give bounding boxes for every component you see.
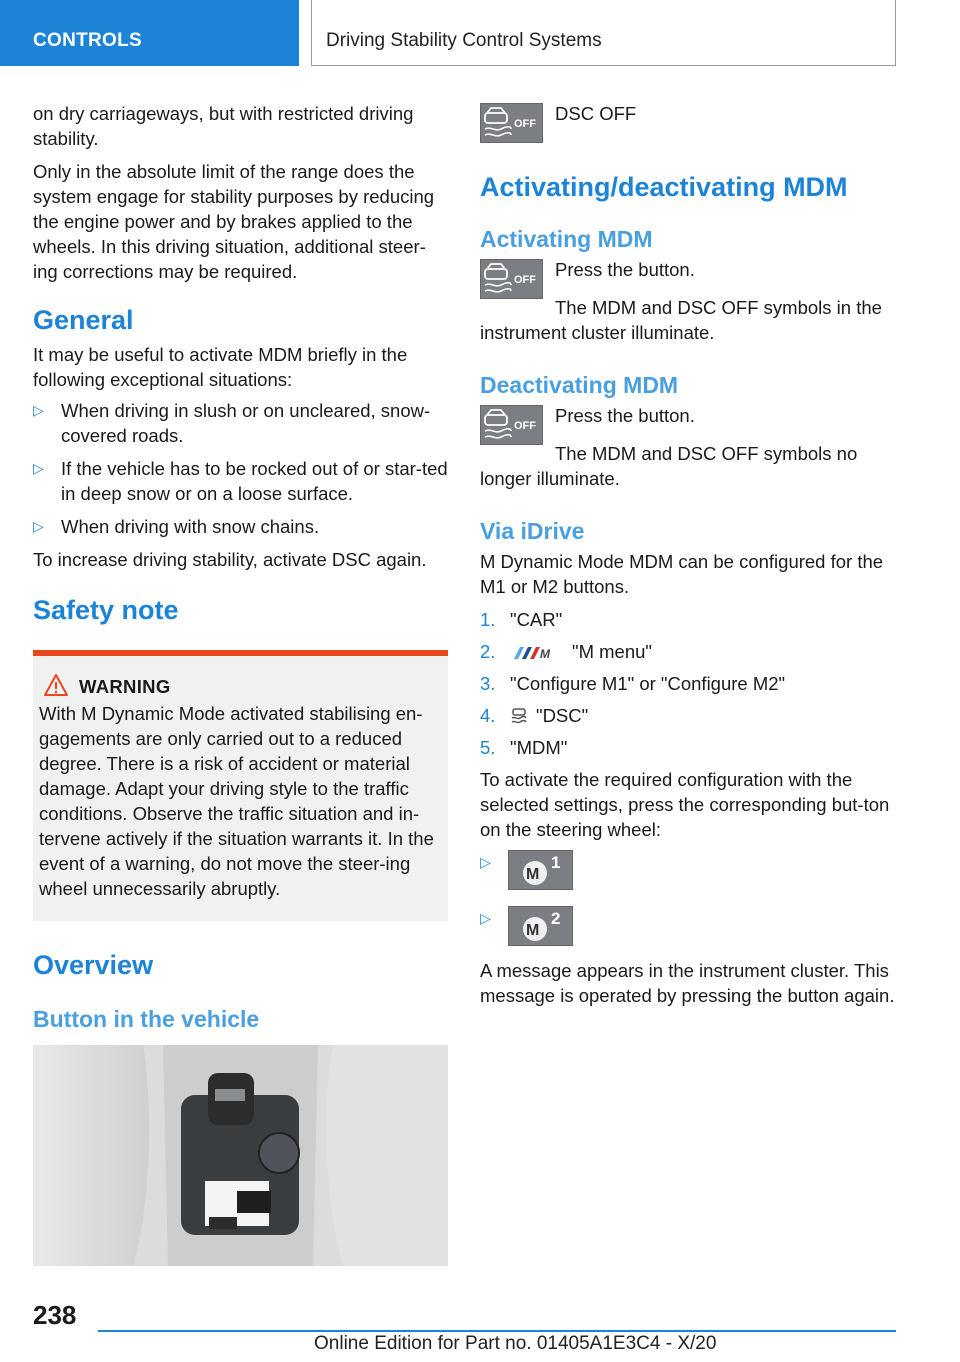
- list-item: [480, 850, 898, 894]
- overview-heading: Overview: [33, 950, 154, 980]
- activating-row: [480, 257, 898, 297]
- m2-button-icon: [508, 906, 573, 946]
- svg-text:1: 1: [551, 853, 561, 872]
- footer-edition: Online Edition for Part no. 01405A1E3C4 - X/20: [314, 1333, 717, 1354]
- activating-press: Press the button.: [555, 259, 695, 280]
- button-in-vehicle-heading: Button in the vehicle: [33, 1006, 260, 1032]
- after-bullets-text: To increase driving stability, activate DSC again.: [33, 549, 427, 570]
- page-header: [311, 0, 896, 66]
- general-text: It may be useful to activate MDM briefly in the following exceptional situations:: [33, 344, 408, 390]
- list-item: 2. M "M menu": [480, 641, 652, 662]
- dsc-off-row: [480, 101, 898, 141]
- list-item: ▷ When driving in slush or on uncleared, snow-covered roads.: [33, 400, 431, 446]
- triangle-bullet-icon: ▷: [480, 854, 491, 870]
- mdm-heading: Activating/deactivating MDM: [480, 172, 848, 202]
- svg-text:M: M: [526, 922, 540, 939]
- intro-paragraph: on dry carriageways, but with restricted driving stability.: [33, 103, 414, 149]
- warning-header: [39, 674, 440, 699]
- section-label: CONTROLS: [33, 30, 143, 51]
- m-button-list: [480, 850, 898, 950]
- intro-paragraph: Only in the absolute limit of the range does the system engage for stability purposes by reducing the engine power and by brakes applied to the wheels. In this driving situation, additional steer-ing corrections may be required.: [33, 161, 435, 282]
- idrive-heading: Via iDrive: [480, 518, 585, 544]
- warning-label: WARNING: [79, 676, 171, 697]
- dsc-off-button-icon: [480, 103, 543, 143]
- warning-triangle-icon: [43, 673, 69, 697]
- right-column: [480, 101, 898, 1016]
- center-console-illustration: [33, 1045, 448, 1266]
- m1-button-icon: [508, 850, 573, 890]
- list-item: 4. "DSC": [480, 705, 589, 726]
- deactivating-press: Press the button.: [555, 405, 695, 426]
- svg-text:M: M: [526, 866, 540, 883]
- idrive-text: M Dynamic Mode MDM can be configured for the M1 or M2 buttons.: [480, 551, 884, 597]
- activate-config-text: To activate the required configuration with the selected settings, press the corresponding but-ton on the steering wheel:: [480, 769, 890, 840]
- triangle-bullet-icon: ▷: [33, 460, 44, 476]
- vehicle-console-photo: [33, 1045, 448, 1266]
- triangle-bullet-icon: ▷: [33, 518, 44, 534]
- svg-text:2: 2: [551, 909, 561, 928]
- warning-text: With M Dynamic Mode activated stabilising en-gagements are only carried out to a reduced degree. There is a risk of accident or material damage. Adapt your driving style to the traffic conditions. Observe the traffic situation and in-tervene actively if the situation warrants it. In the event of a warning, do not move the steer-ing wheel unnecessarily abruptly.: [39, 703, 434, 899]
- warning-box: [33, 650, 448, 921]
- message-text: A message appears in the instrument cluster. This message is operated by pressing the button again.: [480, 960, 895, 1006]
- list-item: [480, 906, 898, 950]
- section-tab: [0, 0, 299, 66]
- dsc-car-icon: [510, 706, 528, 724]
- dsc-off-button-icon: [480, 259, 543, 299]
- general-heading: General: [33, 305, 134, 335]
- m-logo-icon: [510, 646, 562, 660]
- activating-heading: Activating MDM: [480, 226, 653, 252]
- dsc-off-label: DSC OFF: [555, 103, 637, 124]
- page-number: 238: [33, 1300, 77, 1330]
- list-item: ▷ When driving with snow chains.: [33, 516, 320, 537]
- deactivating-heading: Deactivating MDM: [480, 372, 679, 398]
- footer-divider: [98, 1330, 896, 1332]
- triangle-bullet-icon: ▷: [480, 910, 491, 926]
- list-item: 3. "Configure M1" or "Configure M2": [480, 673, 786, 694]
- deactivating-row: [480, 403, 898, 443]
- svg-text:OFF: OFF: [514, 274, 536, 286]
- svg-text:M: M: [540, 647, 550, 661]
- list-item: 1. "CAR": [480, 609, 563, 630]
- list-item: 5. "MDM": [480, 737, 568, 758]
- page-title: Driving Stability Control Systems: [326, 30, 602, 51]
- list-item: ▷ If the vehicle has to be rocked out of or star-ted in deep snow or on a loose surface.: [33, 458, 448, 504]
- safety-heading: Safety note: [33, 595, 179, 625]
- svg-text:OFF: OFF: [514, 420, 536, 432]
- deactivating-text: The MDM and DSC OFF symbols no longer illuminate.: [480, 443, 858, 489]
- triangle-bullet-icon: ▷: [33, 402, 44, 418]
- idrive-steps: [480, 607, 898, 760]
- dsc-off-button-icon: [480, 405, 543, 445]
- left-column: [33, 101, 448, 1266]
- activating-text: The MDM and DSC OFF symbols in the instrument cluster illuminate.: [480, 297, 882, 343]
- situation-list: [33, 398, 448, 539]
- svg-text:OFF: OFF: [514, 118, 536, 130]
